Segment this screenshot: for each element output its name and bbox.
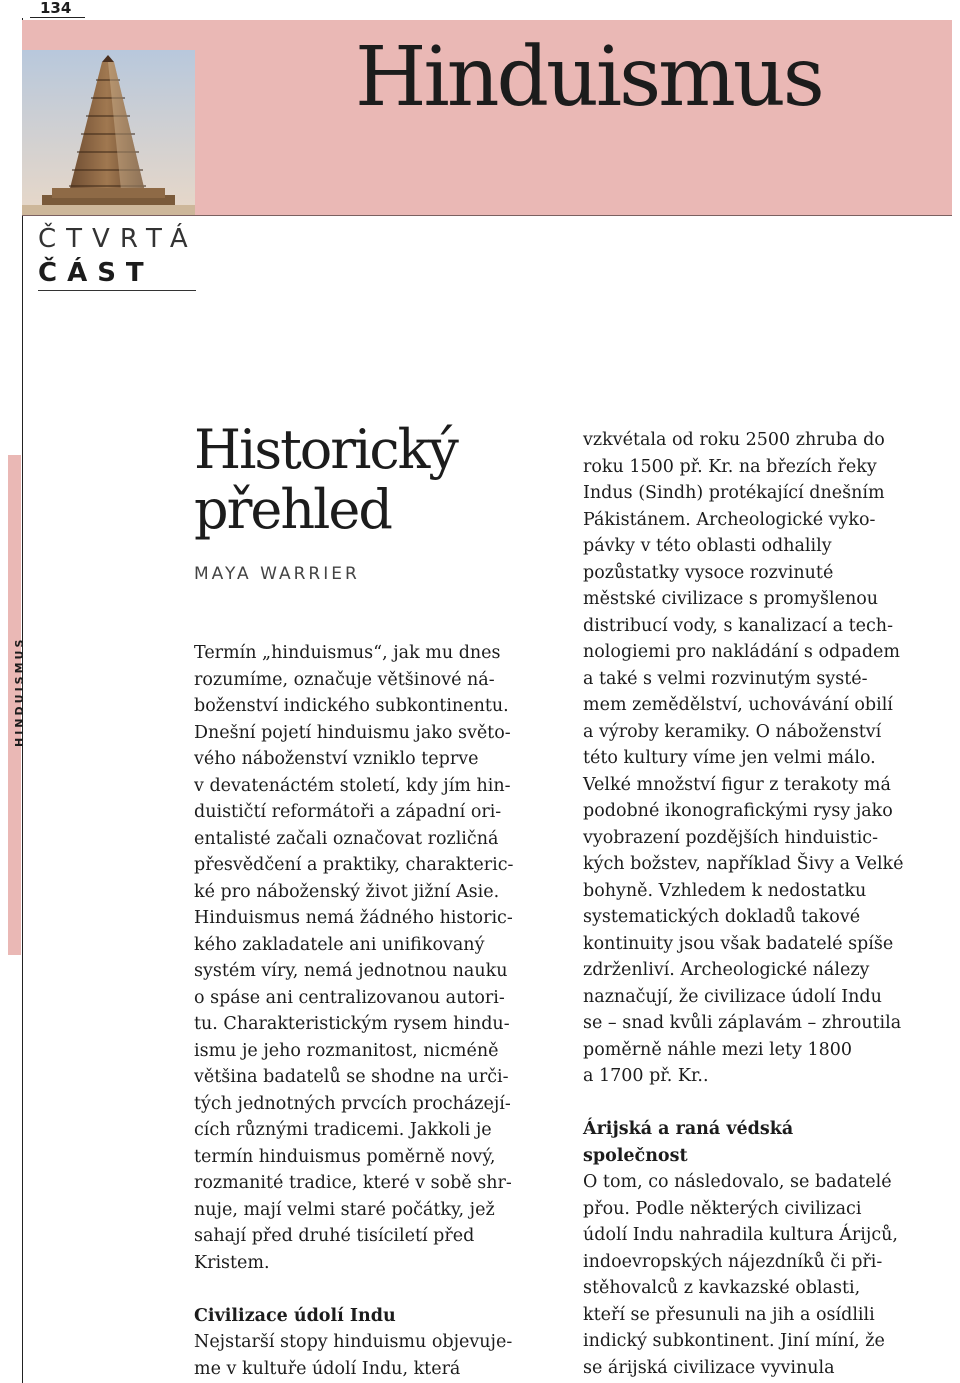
text-line: nologiemi pro nakládání s odpadem [583, 642, 900, 662]
part-label-line2: ČÁST [38, 258, 154, 288]
text-line: ké pro náboženský život jižní Asie. [194, 881, 500, 902]
text-line: systematických dokladů takové [583, 907, 861, 927]
text-line: o spáse ani centralizovanou autori- [194, 987, 505, 1008]
text-line: Termín „hinduismus“, jak mu dnes [194, 643, 501, 663]
text-line: Velké množství figur z terakoty má [583, 774, 891, 795]
text-line: sahají před druhé tisíciletí před [194, 1226, 475, 1246]
article-title [194, 420, 514, 540]
text-line: se – snad kvůli záplavám – zhroutila [583, 1013, 902, 1033]
text-line: údolí Indu nahradila kultura Árijců, [583, 1225, 898, 1245]
text-line: městské civilizace s promyšlenou [583, 589, 879, 609]
text-line: a výroby keramiky. O náboženství [583, 721, 882, 742]
text-line: pozůstatky vysoce rozvinuté [583, 562, 834, 583]
text-line: kých božstev, například Šivy a Velké [583, 854, 904, 874]
text-line: roku 1500 př. Kr. na březích řeky [583, 456, 877, 477]
text-line: rozumíme, označuje většinové ná- [194, 669, 495, 690]
part-divider [38, 290, 196, 291]
text-line: indoevropských nájezdníků či při- [583, 1251, 883, 1272]
section-heading-aryan-line1: Árijská a raná védská [583, 1119, 794, 1139]
section-heading-aryan-line2: společnost [583, 1145, 688, 1166]
text-line: Nejstarší stopy hinduismu objevuje- [194, 1332, 513, 1352]
text-line: ismu je jeho rozmanitost, nicméně [194, 1040, 499, 1061]
left-column [194, 640, 564, 1382]
text-line: tu. Charakteristickým rysem hindu- [194, 1014, 510, 1034]
text-line: duističtí reformátoři a západní ori- [194, 802, 502, 822]
text-line: termín hinduismus poměrně nový, [194, 1146, 496, 1167]
text-line: se árijská civilizace vyvinula [583, 1357, 835, 1378]
text-line: podobné ikonografickými rysy jako [583, 801, 893, 821]
text-line: boženství indického subkontinentu. [194, 696, 509, 716]
text-line: vyobrazení pozdějších hinduistic- [583, 827, 879, 848]
text-line: indický subkontinent. Jiní míní, že [583, 1331, 885, 1351]
text-line: poměrně náhle mezi lety 1800 [583, 1039, 853, 1060]
text-line: zdrženliví. Archeologické nálezy [583, 960, 870, 980]
text-line: mem zemědělství, uchovávání obilí [583, 695, 893, 715]
page-number: 134 [30, 0, 85, 18]
article-author: MAYA WARRIER [194, 564, 360, 584]
temple-illustration [22, 50, 195, 215]
text-line: tých jednotných prvcích procházejí- [194, 1093, 511, 1114]
left-body-continued [194, 1329, 564, 1382]
text-line: Dnešní pojetí hinduismu jako světo- [194, 722, 511, 743]
text-line: a 1700 př. Kr.. [583, 1066, 709, 1086]
text-line: kontinuity jsou však badatelé spíše [583, 933, 894, 954]
text-line: nuje, mají velmi staré počátky, jež [194, 1199, 495, 1220]
text-line: Kristem. [194, 1252, 270, 1273]
text-line: vého náboženství vzniklo teprve [194, 749, 479, 769]
text-line: v devatenáctém století, kdy jím hin- [194, 775, 511, 796]
left-body [194, 640, 564, 1276]
text-line: většina badatelů se shodne na urči- [194, 1067, 509, 1087]
text-line: této kultury víme jen velmi málo. [583, 748, 876, 768]
right-column [583, 427, 955, 1381]
text-line: stěhovalců z kavkazské oblasti, [583, 1278, 861, 1298]
text-line: me v kultuře údolí Indu, která [194, 1358, 461, 1379]
text-line: přesvědčení a praktiky, charakteric- [194, 855, 514, 875]
text-line: a také s velmi rozvinutým systé- [583, 668, 868, 689]
part-label-line1: ČTVRTÁ [38, 224, 198, 254]
text-line: O tom, co následovalo, se badatelé [583, 1172, 892, 1192]
text-line: vzkvétala od roku 2500 zhruba do [583, 430, 885, 450]
article-title-line2: přehled [194, 478, 391, 541]
text-line: distribucí vody, s kanalizací a tech- [583, 615, 893, 636]
right-body-continued [583, 1169, 955, 1381]
text-line: systém víry, nemá jednotnou nauku [194, 961, 508, 981]
part-label [38, 222, 198, 290]
text-line: Pákistánem. Archeologické vyko- [583, 509, 876, 530]
text-line: kého zakladatele ani unifikovaný [194, 934, 485, 955]
text-line: Indus (Sindh) protékající dnešním [583, 483, 885, 503]
section-side-label: HINDUISMUS [13, 636, 26, 747]
text-line: bohyně. Vzhledem k nedostatku [583, 880, 867, 901]
right-body [583, 427, 955, 1090]
text-line: naznačují, že civilizace údolí Indu [583, 986, 882, 1007]
section-heading-indus: Civilizace údolí Indu [194, 1305, 396, 1326]
article-title-line1: Historický [194, 418, 457, 481]
text-line: cích různými tradicemi. Jakkoli je [194, 1120, 492, 1140]
text-line: přou. Podle některých civilizaci [583, 1198, 862, 1219]
text-line: pávky v této oblasti odhalily [583, 536, 832, 556]
text-line: rozmanité tradice, které v sobě shr- [194, 1173, 512, 1193]
chapter-title: Hinduismus [355, 30, 822, 125]
text-line: entalisté začali označovat rozličná [194, 828, 499, 849]
text-line: Hinduismus nemá žádného historic- [194, 908, 513, 928]
text-line: kteří se přesunuli na jih a osídlili [583, 1304, 875, 1325]
